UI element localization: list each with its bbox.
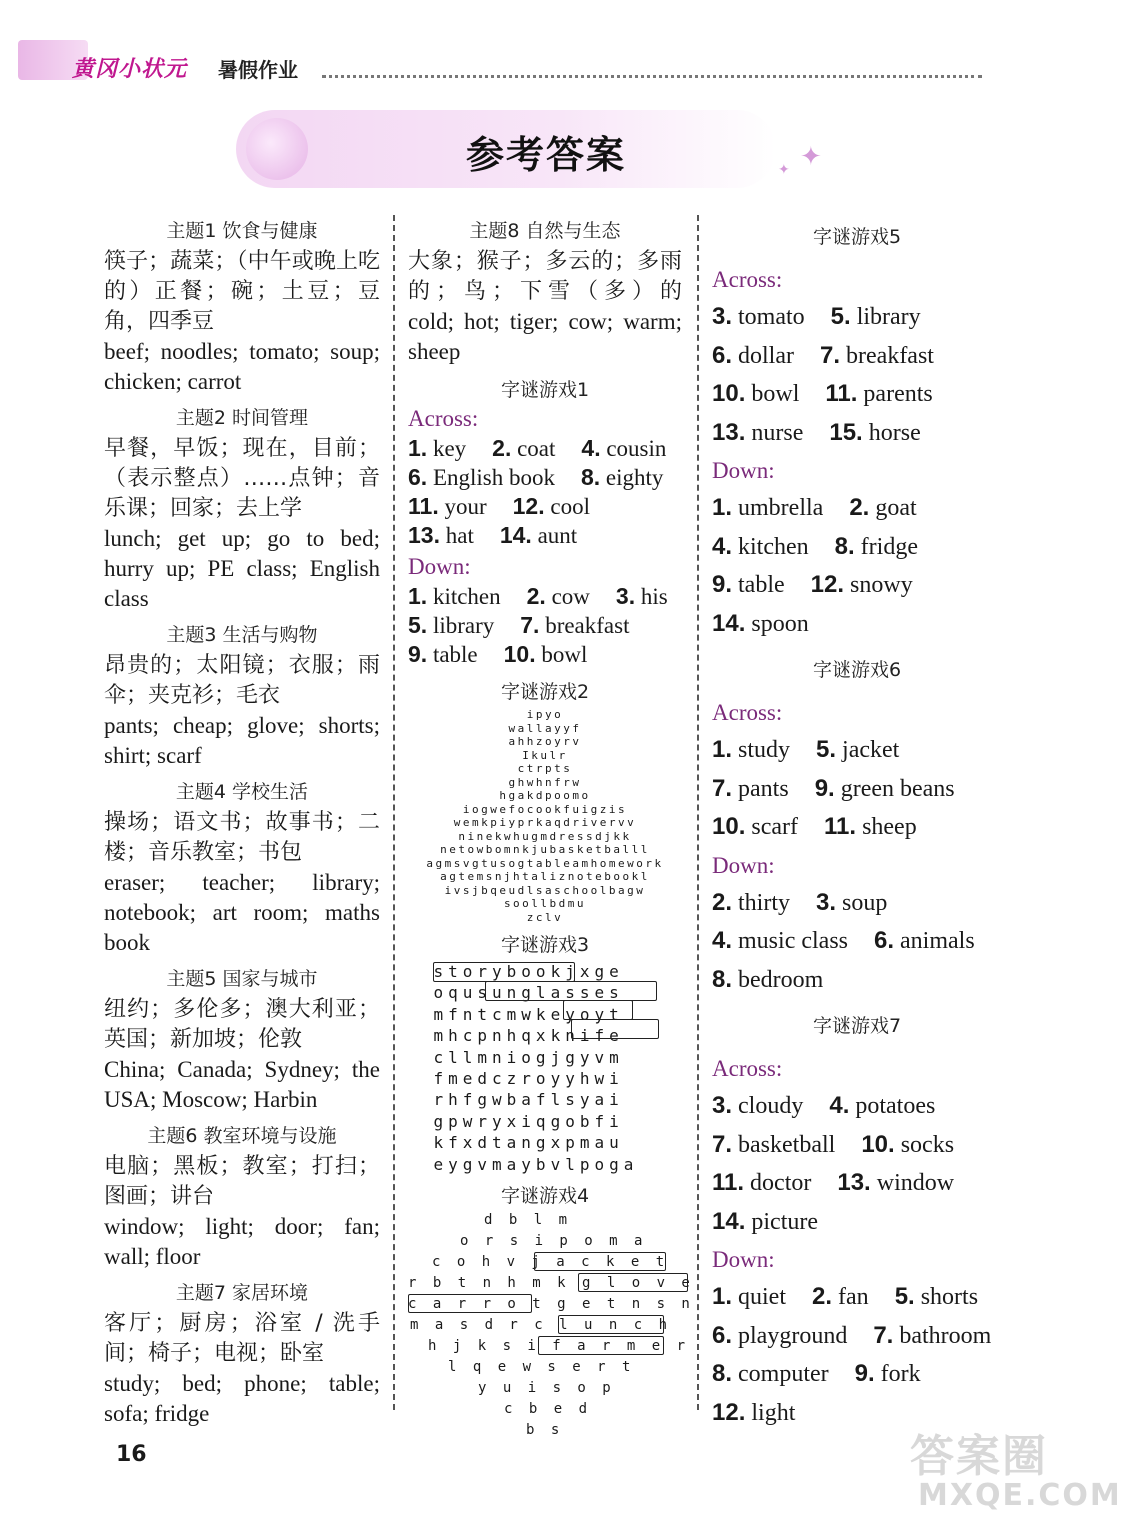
- topic-cn-answers: 昂贵的；太阳镜；衣服；雨伞；夹克衫；毛衣: [104, 653, 380, 708]
- answer-number: 10.: [712, 813, 746, 840]
- answer-number: 14.: [712, 609, 746, 637]
- topic-cn-answers: 大象；猴子；多云的；多雨的；鸟；下雪（多）的: [408, 249, 682, 304]
- topic-cn-answers: 操场；语文书；故事书；二楼；音乐教室；书包: [104, 810, 380, 865]
- grid-row: kfxdtangxpmau: [433, 1133, 624, 1153]
- answer-word: table: [432, 642, 478, 667]
- answer-number: 7.: [712, 774, 733, 802]
- answer-word: computer: [738, 1361, 829, 1387]
- topic-heading: 主题3 生活与购物: [166, 624, 318, 646]
- word-search-grid-2: [408, 708, 682, 924]
- grid-row: y u i s o p: [478, 1380, 615, 1397]
- answer-word: breakfast: [846, 342, 934, 369]
- topic-heading: 主题1 饮食与健康: [166, 220, 318, 242]
- grid-row: fmedczroyyhwi: [433, 1069, 624, 1089]
- answer-word: cloudy: [738, 1093, 804, 1119]
- answer-number: 1.: [712, 736, 733, 763]
- answer-number: 10.: [712, 380, 746, 407]
- word-search-grid-3: [433, 961, 658, 1175]
- grid-row: eygvmaybvlpoga: [433, 1154, 639, 1174]
- answer-row: [712, 1278, 1002, 1317]
- answer-number: 8.: [712, 1360, 733, 1387]
- answer-word: fridge: [860, 533, 918, 560]
- answer-number: 7.: [820, 341, 841, 369]
- grid-row: wemkpiyprkaqdrivervv: [453, 816, 637, 829]
- answer-number: 11.: [408, 493, 439, 519]
- answer-word: bowl: [751, 381, 800, 407]
- answer-word: fan: [838, 1284, 869, 1310]
- answer-word: spoon: [751, 610, 809, 637]
- answer-word: horse: [868, 419, 921, 446]
- grid-row: ahhzoyrv: [508, 735, 582, 748]
- answer-word: eighty: [605, 465, 664, 490]
- answer-row: [712, 1203, 1002, 1242]
- answer-column-1: [104, 210, 380, 1429]
- down-label: Down:: [408, 554, 471, 579]
- answer-number: 8.: [712, 965, 733, 993]
- answer-word: green beans: [840, 775, 955, 802]
- puzzle-heading: 字谜游戏2: [500, 681, 590, 703]
- grid-row: d b l m: [484, 1212, 572, 1229]
- answer-word: library: [856, 304, 921, 330]
- answer-row: [712, 605, 1002, 644]
- word-search-grid-4: [408, 1212, 694, 1452]
- grid-row: c a r r o t g e t n s n: [408, 1296, 694, 1313]
- answer-row: [408, 582, 682, 611]
- answer-word: goat: [875, 495, 917, 521]
- answer-word: dollar: [738, 342, 794, 369]
- answer-word: tomato: [738, 304, 805, 330]
- answer-row: [712, 922, 1002, 961]
- answer-word: key: [432, 436, 467, 461]
- grid-row: agtemsnjhtaliznotebookl: [440, 870, 650, 883]
- answer-word: potatoes: [855, 1093, 936, 1119]
- answer-word: shorts: [920, 1284, 979, 1310]
- answer-row: [712, 414, 1002, 453]
- grid-row: c o h v j a c k e t: [432, 1254, 669, 1271]
- grid-row: mfntcmwkeyoyt: [433, 1004, 624, 1024]
- grid-row: zclv: [526, 910, 564, 924]
- answer-word: parents: [863, 381, 933, 407]
- answer-word: jacket: [842, 737, 900, 763]
- answer-number: 9.: [814, 774, 835, 802]
- answer-number: 4.: [712, 927, 733, 954]
- answer-number: 7.: [520, 612, 540, 638]
- topic-en-answers: cold; hot; tiger; cow; warm; sheep: [408, 309, 682, 364]
- answer-number: 3.: [615, 583, 636, 609]
- answer-number: 5.: [408, 612, 428, 638]
- topic-en-answers: study; bed; phone; table; sofa; fridge: [104, 1371, 380, 1426]
- across-label: Across:: [712, 1056, 783, 1081]
- answer-word: picture: [751, 1208, 819, 1235]
- answer-word: coat: [517, 436, 556, 461]
- answer-word: fork: [880, 1361, 921, 1387]
- grid-row: ghwhnfrw: [508, 775, 582, 789]
- answer-number: 14.: [499, 522, 532, 548]
- grid-row: oqusunglasses: [433, 983, 624, 1003]
- answer-row: [712, 375, 1002, 414]
- answer-number: 4.: [712, 532, 733, 560]
- answer-number: 9.: [854, 1360, 875, 1387]
- answer-number: 2.: [492, 435, 512, 461]
- answer-word: aunt: [537, 523, 578, 548]
- answer-row: [408, 640, 682, 669]
- puzzle-heading: 字谜游戏5: [812, 226, 902, 248]
- grid-row: netowbomnkjubasketballl: [440, 843, 650, 856]
- grid-row: soollbdmu: [503, 897, 587, 910]
- answer-word: cool: [550, 494, 590, 519]
- down-label: Down:: [712, 458, 775, 483]
- answer-row: [712, 566, 1002, 605]
- answer-number: 8.: [834, 532, 855, 560]
- grid-row: ninekwhugmdressdjkk: [458, 829, 632, 843]
- grid-row: rhfgwbaflsyai: [433, 1090, 624, 1110]
- answer-word: umbrella: [738, 495, 824, 521]
- answer-number: 5.: [894, 1283, 915, 1310]
- grid-row: l q e w s e r t: [448, 1359, 635, 1376]
- puzzle-heading: 字谜游戏1: [500, 379, 590, 401]
- puzzle7-across-answers: [712, 1087, 1002, 1241]
- answer-number: 13.: [712, 418, 746, 446]
- answer-number: 6.: [712, 1321, 733, 1349]
- puzzle-heading: 字谜游戏3: [500, 934, 590, 956]
- answer-highlight-box: [538, 1336, 664, 1355]
- topic-heading: 主题7 家居环境: [175, 1282, 309, 1304]
- answer-row: [712, 489, 1002, 528]
- answer-number: 1.: [712, 494, 733, 521]
- grid-row: Ikulr: [522, 748, 568, 762]
- answer-word: English book: [432, 465, 555, 490]
- down-label: Down:: [712, 852, 775, 878]
- answer-row: [712, 770, 1002, 809]
- answer-word: basketball: [738, 1131, 836, 1158]
- grid-row: c b e d: [504, 1401, 592, 1418]
- answer-word: quiet: [738, 1284, 787, 1310]
- answer-word: library: [432, 613, 495, 638]
- topic-heading: 主题4 学校生活: [175, 781, 309, 803]
- puzzle-heading: 字谜游戏4: [500, 1185, 590, 1208]
- answer-number: 13.: [408, 522, 440, 548]
- answer-row: [408, 521, 682, 550]
- answer-word: animals: [900, 928, 975, 954]
- answer-row: [712, 1164, 1002, 1203]
- page-number: 16: [116, 1442, 147, 1467]
- answer-row: [712, 1126, 1002, 1165]
- answer-number: 2.: [712, 888, 733, 916]
- answer-word: doctor: [750, 1170, 812, 1196]
- answer-row: [712, 1087, 1002, 1126]
- puzzle5-across-answers: [712, 298, 1002, 452]
- grid-row: ivsjbqeudlsaschoolbagw: [444, 883, 646, 897]
- answer-highlight-box: [571, 1019, 659, 1039]
- watermark-url: MXQE.COM: [918, 1478, 1122, 1513]
- grid-row: wallayyf: [508, 721, 582, 735]
- across-label: Across:: [712, 267, 783, 292]
- answer-row: [712, 808, 1002, 847]
- answer-number: 6.: [712, 341, 733, 369]
- puzzle6-across-answers: [712, 731, 1002, 847]
- answer-row: [712, 528, 1002, 567]
- answer-word: socks: [900, 1131, 955, 1158]
- answer-word: bathroom: [899, 1322, 992, 1349]
- answer-highlight-box: [433, 962, 575, 982]
- answer-number: 3.: [816, 888, 837, 916]
- answer-number: 9.: [408, 641, 428, 667]
- grid-row: h j k s i f a r m e r: [428, 1338, 690, 1355]
- topic-en-answers: beef; noodles; tomato; soup; chicken; carrot: [104, 339, 380, 394]
- answer-number: 5.: [830, 303, 851, 330]
- answer-word: bowl: [541, 642, 588, 667]
- answer-row: [712, 337, 1002, 376]
- answer-highlight-box: [408, 1294, 532, 1313]
- puzzle1-across-answers: [408, 434, 682, 550]
- answer-word: sheep: [862, 814, 917, 840]
- answer-word: music class: [738, 928, 848, 954]
- answer-number: 3.: [712, 1092, 733, 1119]
- topic-en-answers: China; Canada; Sydney; the USA; Moscow; Harbin: [104, 1057, 380, 1112]
- brand-logo: 黄冈小状元: [72, 56, 188, 82]
- answer-number: 12.: [512, 493, 545, 519]
- answer-row: [408, 434, 682, 463]
- grid-row: hgakdpoomo: [499, 789, 591, 802]
- answer-number: 6.: [408, 464, 428, 490]
- topic-en-answers: lunch; get up; go to bed; hurry up; PE class; English class: [104, 526, 380, 611]
- grid-row: ctrpts: [517, 762, 573, 775]
- answer-number: 4.: [829, 1092, 850, 1119]
- grid-row: iogwefocookfuigzis: [462, 802, 628, 816]
- answer-word: playground: [738, 1322, 848, 1349]
- answer-word: hat: [445, 523, 474, 548]
- watermark-logo: 答案圈: [910, 1431, 1048, 1482]
- answer-row: [408, 463, 682, 492]
- answer-word: breakfast: [545, 613, 630, 638]
- answer-row: [712, 884, 1002, 923]
- answer-word: cow: [551, 584, 590, 609]
- grid-row: mhcpnhqxknife: [433, 1026, 624, 1046]
- answer-number: 15.: [829, 418, 863, 446]
- answer-highlight-box: [485, 981, 657, 1001]
- grid-row: cllmniogjgyvm: [433, 1047, 624, 1067]
- topic-cn-answers: 纽约；多伦多；澳大利亚；英国；新加坡；伦敦: [104, 997, 380, 1052]
- answer-highlight-box: [534, 1252, 666, 1271]
- topic-en-answers: eraser; teacher; library; notebook; art room; maths book: [104, 870, 380, 955]
- answer-word: thirty: [738, 889, 791, 916]
- answer-number: 7.: [712, 1130, 733, 1158]
- topic-heading: 主题2 时间管理: [175, 407, 309, 429]
- puzzle5-down-answers: [712, 489, 1002, 643]
- answer-word: light: [751, 1399, 796, 1426]
- across-label: Across:: [712, 700, 783, 725]
- grid-row: o r s i p o m a: [460, 1233, 647, 1250]
- header-subtitle: 暑假作业: [218, 58, 298, 82]
- answer-word: his: [640, 584, 668, 609]
- answer-row: [712, 961, 1002, 1000]
- grid-row: agmsvgtusogtableamhomework: [426, 856, 664, 870]
- topic-cn-answers: 客厅；厨房；浴室 / 洗手间；椅子；电视；卧室: [104, 1311, 380, 1366]
- puzzle-heading: 字谜游戏6: [812, 659, 902, 681]
- answer-highlight-box: [558, 1315, 664, 1334]
- puzzle7-down-answers: [712, 1278, 1002, 1432]
- answer-number: 2.: [526, 583, 546, 609]
- answer-number: 12.: [810, 571, 845, 598]
- answer-number: 9.: [712, 571, 733, 598]
- answer-word: snowy: [850, 572, 913, 598]
- answer-word: cousin: [606, 436, 667, 461]
- topic-cn-answers: 电脑；黑板；教室；打扫；图画；讲台: [104, 1154, 380, 1209]
- answer-row: [712, 1317, 1002, 1356]
- answer-number: 2.: [812, 1283, 833, 1310]
- answer-number: 1.: [408, 435, 428, 461]
- answer-number: 13.: [837, 1169, 871, 1196]
- grid-row: b s: [526, 1422, 564, 1439]
- grid-row: r b t n h m k g l o v e: [408, 1275, 694, 1292]
- answer-number: 10.: [861, 1130, 895, 1158]
- column-divider: [393, 215, 395, 1410]
- column-divider: [697, 215, 699, 1410]
- answer-number: 5.: [816, 736, 837, 763]
- answer-word: scarf: [751, 814, 799, 840]
- answer-word: soup: [842, 889, 888, 916]
- answer-word: bedroom: [738, 966, 824, 993]
- grid-row: ipyo: [526, 708, 564, 721]
- answer-column-2: [408, 210, 694, 1452]
- answer-word: pants: [738, 775, 789, 802]
- answer-number: 2.: [849, 494, 870, 521]
- answer-number: 11.: [824, 813, 857, 840]
- topic-en-answers: window; light; door; fan; wall; floor: [104, 1214, 380, 1269]
- topic-cn-answers: 早餐，早饭；现在，目前；（表示整点）……点钟；音乐课；回家；去上学: [104, 436, 380, 521]
- puzzle1-down-answers: [408, 582, 682, 669]
- page-title: 参考答案: [466, 133, 627, 177]
- ship-icon: [246, 118, 308, 180]
- answer-number: 7.: [873, 1321, 894, 1349]
- answer-number: 11.: [825, 380, 858, 407]
- answer-row: [408, 611, 682, 640]
- topic-heading: 主题6 教室环境与设施: [147, 1125, 337, 1147]
- grid-row: m a s d r c l u n c h: [410, 1317, 672, 1334]
- answer-word: kitchen: [738, 533, 809, 560]
- sparkle-icon: ✦: [800, 142, 822, 172]
- answer-word: nurse: [751, 419, 804, 446]
- answer-row: [712, 731, 1002, 770]
- answer-number: 4.: [581, 435, 601, 461]
- answer-number: 6.: [874, 927, 895, 954]
- answer-column-3: [712, 210, 1002, 1432]
- grid-row: gpwryxiqgobfi: [433, 1111, 624, 1131]
- answer-number: 8.: [580, 464, 601, 490]
- topic-cn-answers: 筷子；蔬菜；（中午或晚上吃的）正餐；碗；土豆；豆角，四季豆: [104, 249, 380, 334]
- topic-heading: 主题8 自然与生态: [469, 220, 621, 242]
- answer-number: 14.: [712, 1207, 746, 1235]
- answer-word: window: [876, 1170, 955, 1196]
- puzzle6-down-answers: [712, 884, 1002, 1000]
- answer-number: 1.: [408, 583, 428, 609]
- topic-en-answers: pants; cheap; glove; shorts; shirt; scarf: [104, 713, 380, 768]
- answer-word: study: [738, 737, 791, 763]
- answer-word: table: [738, 572, 785, 598]
- answer-word: your: [444, 494, 487, 519]
- answer-number: 1.: [712, 1283, 733, 1310]
- sparkle-icon: ✦: [778, 162, 790, 178]
- answer-row: [712, 1355, 1002, 1394]
- answer-word: kitchen: [432, 584, 501, 609]
- across-label: Across:: [408, 406, 479, 431]
- answer-number: 11.: [712, 1169, 745, 1196]
- answer-row: [712, 298, 1002, 337]
- answer-highlight-box: [578, 1273, 688, 1292]
- down-label: Down:: [712, 1247, 775, 1272]
- answer-row: [408, 492, 682, 521]
- answer-highlight-box: [563, 1000, 633, 1020]
- answer-number: 3.: [712, 303, 733, 330]
- header-dotted-line: [322, 75, 982, 78]
- answer-number: 12.: [712, 1398, 746, 1426]
- topic-heading: 主题5 国家与城市: [166, 968, 318, 990]
- grid-row: storybookjxge: [433, 962, 624, 981]
- answer-number: 10.: [503, 641, 536, 667]
- puzzle-heading: 字谜游戏7: [812, 1015, 902, 1037]
